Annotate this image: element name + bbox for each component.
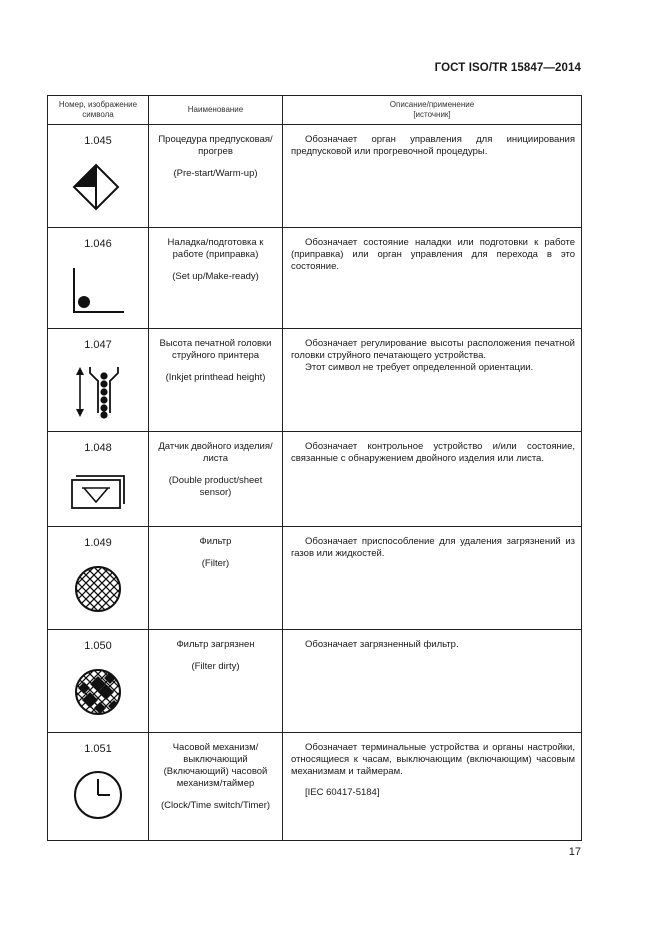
page-number: 17 [568,846,581,858]
description-cell [283,329,582,432]
symbol-number: 1.046 [84,238,112,250]
name-cell [149,432,283,527]
name-cell [149,125,283,228]
symbol-cell [48,432,149,527]
symbol-description: Обозначает контрольное устройство и/или состояние, связанные с обнаружением двойного изделия или листа. [291,441,575,464]
description-cell [283,125,582,228]
symbol-description: Обозначает регулирование высоты расположения печатной головки струйного печатающего устройства. [291,338,575,361]
symbol-name-en: (Inkjet printhead height) [165,372,266,383]
filter-icon [70,561,126,617]
symbol-description: Обозначает орган управления для инициирования предпусковой или прогревочной процедуры. [291,134,575,157]
symbol-name-ru: Высота печатной головки струйного принтера [159,338,272,361]
table-row [48,329,582,432]
symbol-number: 1.049 [84,537,112,549]
symbol-name-ru: Датчик двойного изделия/ листа [158,441,273,464]
symbol-cell [48,329,149,432]
symbol-name-ru: Процедура предпусковая/ прогрев [158,134,273,157]
name-cell [149,329,283,432]
set-up-make-ready-icon [68,262,128,318]
symbol-name-ru: Наладка/подготовка к работе (приправка) [167,237,264,260]
symbol-cell [48,630,149,733]
name-cell [149,630,283,733]
symbol-number: 1.045 [84,135,112,147]
symbol-description: Обозначает приспособление для удаления загрязнений из газов или жидкостей. [291,536,575,559]
table-row [48,125,582,228]
symbol-cell [48,733,149,841]
symbol-name-en: (Pre-start/Warm-up) [173,168,258,179]
column-header-description [283,96,582,125]
symbol-name-en: (Filter) [201,558,230,569]
name-cell [149,228,283,329]
symbol-name-ru: Фильтр [199,536,232,547]
table-row [48,630,582,733]
column-header-source-label: [источник] [413,110,451,119]
symbol-cell [48,527,149,630]
description-cell [283,527,582,630]
symbol-name-ru: Часовой механизм/ выключающий (Включающий) часовой механизм/таймер [163,742,268,789]
symbol-description: Обозначает загрязненный фильтр. [305,639,459,650]
inkjet-printhead-height-icon [68,363,128,419]
filter-dirty-icon [70,664,126,720]
table-header-row [48,96,582,125]
table-row [48,228,582,329]
column-header-number: Номер, изображение символа [48,96,149,125]
table-row [48,527,582,630]
name-cell [149,527,283,630]
symbol-number: 1.050 [84,640,112,652]
clock-time-switch-timer-icon [70,767,126,823]
pre-start-warm-up-icon [70,159,126,215]
symbol-description: Обозначает терминальные устройства и органы настройки, относящиеся к часам, выключающим (включающим) часовым механизмам и таймерам. [291,742,575,777]
double-product-sheet-sensor-icon [68,466,128,516]
symbol-description: Обозначает состояние наладки или подготовки к работе (приправка) или орган управления для перехода в это состояние. [291,237,575,272]
description-cell [283,228,582,329]
symbol-name-en: (Double product/sheet sensor) [168,475,263,498]
description-cell [283,630,582,733]
symbol-name-en: (Filter dirty) [191,661,240,672]
table-row [48,432,582,527]
description-cell [283,432,582,527]
description-cell [283,733,582,841]
symbol-description-note: Этот символ не требует определенной ориентации. [305,362,534,373]
symbol-cell [48,125,149,228]
symbols-table [47,95,582,841]
column-header-name: Наименование [149,96,283,125]
symbol-number: 1.048 [84,442,112,454]
symbol-name-en: (Clock/Time switch/Timer) [160,800,271,811]
symbol-name-en: (Set up/Make-ready) [172,271,259,282]
symbol-name-ru: Фильтр загрязнен [176,639,255,650]
symbol-cell [48,228,149,329]
symbol-source-reference: [IEC 60417-5184] [305,787,380,798]
table-row [48,733,582,841]
symbol-number: 1.047 [84,339,112,351]
symbol-number: 1.051 [84,743,112,755]
document-standard-header: ГОСТ ISO/TR 15847—2014 [434,62,581,74]
name-cell [149,733,283,841]
column-header-description-label: Описание/применение [389,100,475,109]
